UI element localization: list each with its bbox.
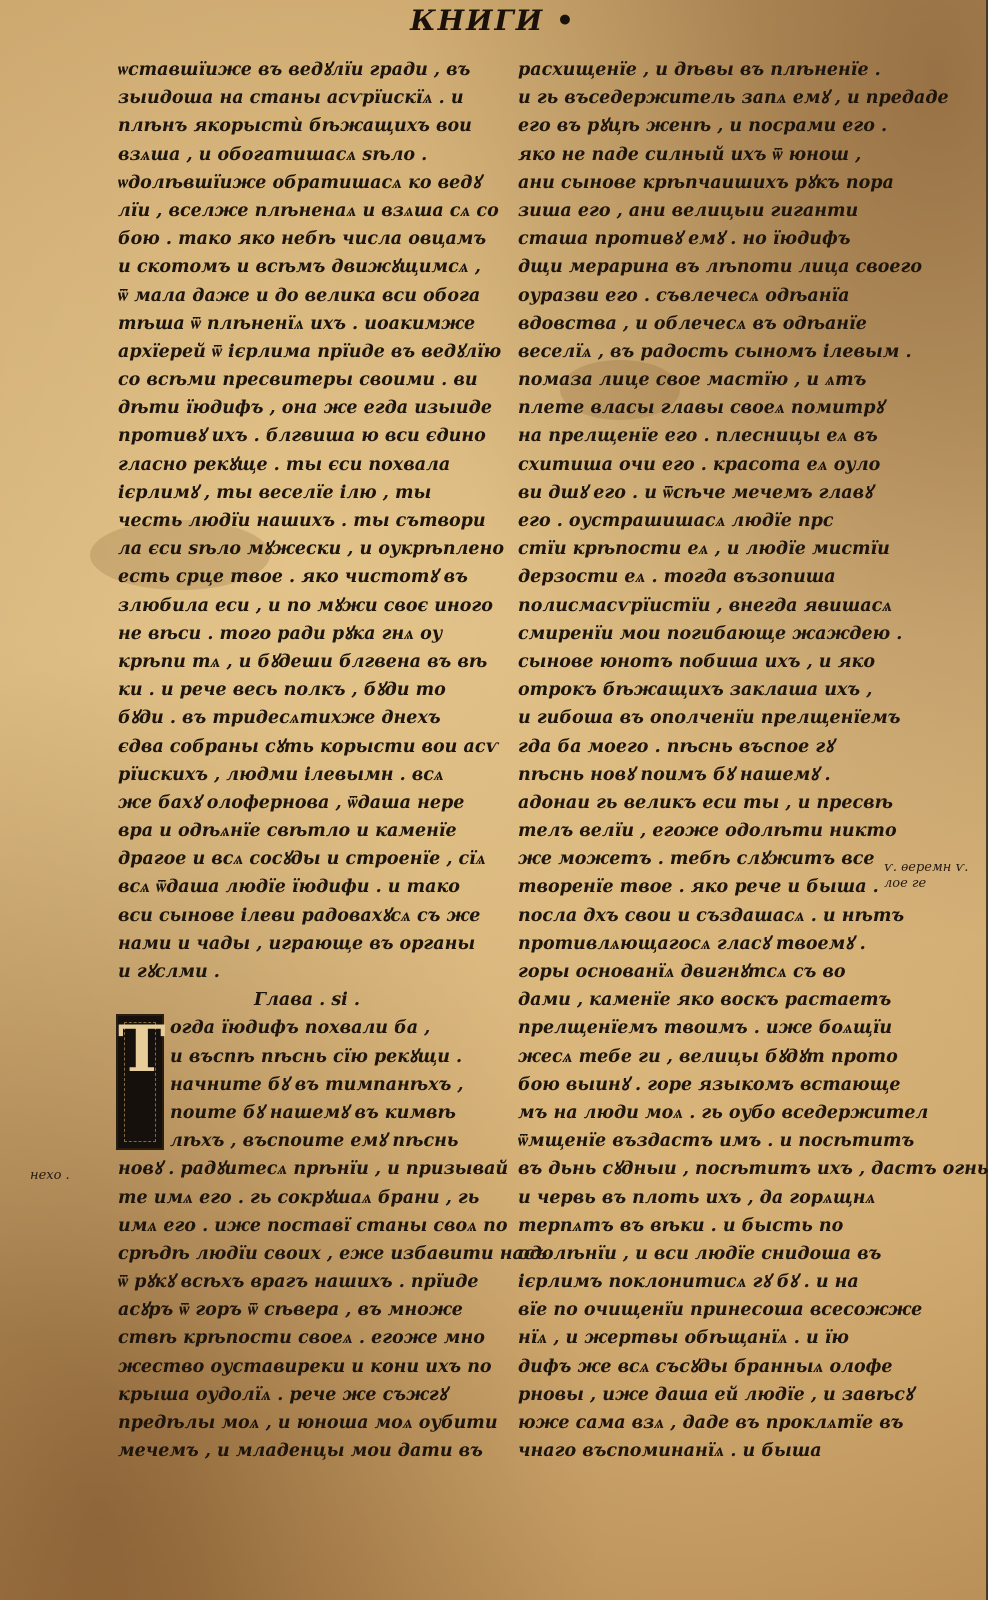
text-line: ѿ рꙋкꙋ всѣхъ врагъ нашихъ . прїиде [118, 1272, 479, 1293]
text-line: ани сынове крѣпчаишихъ рꙋкъ пора [518, 172, 894, 193]
text-line: жество оуставиреки и кони ихъ по [118, 1356, 492, 1377]
text-line: гласно рекꙋще . ты єси похвала [118, 454, 451, 475]
text-line: его въ рꙋцѣ женѣ , и посрами его . [518, 116, 888, 137]
text-line: асꙋръ ѿ горъ ѿ сѣвера , въ множе [118, 1300, 463, 1321]
text-line: смиренїи мои погибающе жаждею . [518, 623, 903, 644]
text-line: новꙋ . радꙋитесѧ прѣнїи , и призывай [118, 1159, 509, 1180]
text-line: противлѧющагосѧ гласꙋ твоемꙋ . [518, 933, 866, 954]
text-line: на прелщенїе его . плесницы еѧ въ [518, 426, 878, 447]
text-line: бою выинꙋ . горе языкомъ встающе [518, 1074, 901, 1095]
text-line: вїе по очищенїи принесоша всесожже [518, 1300, 923, 1321]
text-line: нїѧ , и жертвы обѣщанїѧ . и їю [518, 1328, 849, 1349]
text-line: срѣдѣ людїи своих , еже избавити насъ [118, 1243, 548, 1264]
text-line: противꙋ ихъ . блгвиша ю вси єдино [118, 426, 486, 447]
decorated-initial-letter: Т [118, 1012, 166, 1088]
text-line: ѡставшїиже въ ведꙋлїи гради , въ [118, 60, 471, 80]
text-line: честь людїи нашихъ . ты сътвори [118, 511, 486, 531]
chapter-text [118, 1014, 548, 1465]
chapter-heading: Глава . ѕі . [253, 990, 361, 1011]
text-line: драгое и всѧ сосꙋды и строенїе , сїѧ [118, 849, 486, 870]
text-line: яко не паде силный ихъ ѿ юнош , [518, 144, 862, 165]
text-line: ствѣ крѣпости своеѧ . егоже мно [118, 1328, 485, 1349]
text-line: адонаи гь великъ еси ты , и пресвѣ [518, 792, 894, 813]
text-line: отрокъ бѣжащихъ заклаша ихъ , [518, 680, 873, 701]
text-line: ієрлимꙋ , ты веселїе ілю , ты [118, 482, 432, 503]
text-line: оуразви его . съвлечесѧ одѣанїа [518, 285, 850, 306]
text-line: дѣти їюдифъ , она же егда изыиде [118, 398, 492, 419]
text-line: ѿмщенїе въздастъ имъ . и посѣтитъ [518, 1131, 915, 1152]
text-line: рїискихъ , людми ілевымн . всѧ [118, 764, 444, 785]
text-line: жесѧ тебе ги , велицы бꙋдꙋт прото [518, 1046, 898, 1067]
text-line: есть срце твое . яко чистотꙋ въ [118, 567, 468, 588]
text-line: дщи мерарина въ лѣпоти лица своего [518, 257, 923, 278]
text-line: ѿ мала даже и до велика вси обога [118, 285, 481, 306]
text-line: горы основанїѧ двигнꙋтсѧ съ во [518, 962, 846, 982]
text-line: помаза лице свое мастїю , и ѧтъ [518, 370, 867, 391]
text-line: нами и чады , играюще въ органы [118, 933, 476, 954]
chapter-start [118, 1012, 548, 1465]
text-line: мъ на люди моѧ . гь оубо вседержител [518, 1102, 929, 1123]
text-line: схитиша очи его . красота еѧ оуло [518, 454, 881, 475]
text-line: ѡдолѣвшїиже обратишасѧ ко ведꙋ [118, 172, 481, 193]
left-column-text [118, 56, 504, 986]
text-line: лїи , вселже плѣненаѧ и взѧша сѧ со [118, 200, 499, 221]
text-line: и гꙋслми . [118, 962, 220, 982]
text-line: вси сынове ілеви радовахꙋсѧ съ же [118, 905, 481, 926]
text-line: и въспѣ пѣснь сїю рекꙋщи . [170, 1046, 463, 1067]
text-line: творенїе твое . яко рече и быша . [518, 877, 879, 898]
text-line: дерзости еѧ . тогда възопиша [518, 567, 836, 588]
text-line: ієрлимъ поклонитисѧ гꙋ бꙋ . и на [518, 1272, 859, 1293]
text-line: вра и одѣѧнїе свѣтло и каменїе [118, 821, 457, 842]
running-header: КНИГИ • [410, 4, 576, 37]
text-line: ла єси ѕѣло мꙋжески , и оукрѣплено [118, 539, 504, 560]
text-line: пѣснь новꙋ поимъ бꙋ нашемꙋ . [518, 764, 831, 785]
text-line: тѣша ѿ плѣненїѧ ихъ . иоакимже [118, 313, 476, 334]
text-line: плѣнъ якорыстѝ бѣжащихъ вои [118, 116, 472, 137]
text-line: не вѣси . того ради рꙋка гнѧ оу [118, 623, 443, 644]
text-line: лѣхъ , въспоите емꙋ пѣснь [170, 1131, 459, 1152]
text-line: сташа противꙋ емꙋ . но їюдифъ [518, 229, 851, 250]
text-line: веселїѧ , въ радость сыномъ ілевым . [518, 341, 912, 362]
text-line: въ дьнь сꙋдныи , посѣтитъ ихъ , дастъ огнь [518, 1159, 988, 1180]
margin-note-left: нехо . [30, 1168, 70, 1183]
text-line: юже сама взѧ , даде въ проклѧтїе въ [518, 1413, 904, 1433]
text-line: поите бꙋ нашемꙋ въ кимвѣ [170, 1102, 456, 1123]
text-line: бꙋди . въ тридесѧтихже днехъ [118, 708, 441, 729]
text-line: мечемъ , и младенцы мои дати въ [118, 1441, 483, 1462]
text-line: сынове юнотъ побиша ихъ , и яко [518, 651, 876, 672]
text-line: ви дшꙋ его . и ѿсѣче мечемъ главꙋ [518, 482, 873, 503]
text-line: его . оустрашишасѧ людїе прс [518, 511, 834, 531]
text-line: прелщенїемъ твоимъ . иже боѧщїи [518, 1018, 893, 1039]
text-line: телъ велїи , егоже одолѣти никто [518, 821, 897, 842]
text-line: посла дхъ свои и създашасѧ . и нѣтъ [518, 905, 905, 926]
text-line: и гибоша въ ополченїи прелщенїемъ [518, 708, 901, 729]
text-line: злюбила еси , и по мꙋжи своє иного [118, 595, 493, 616]
text-line: архїерей ѿ ієрлима прїиде въ ведꙋлїю [118, 341, 502, 362]
text-line: вдовства , и облечесѧ въ одѣанїе [518, 313, 867, 334]
text-line: же бахꙋ олоферновa , ѿдаша нере [118, 792, 465, 813]
text-line: начните бꙋ въ тимпанѣхъ , [170, 1074, 464, 1095]
text-line: полисмасѵрїистїи , внегда явишасѧ [518, 595, 893, 616]
text-line: рновы , иже даша ей людїе , и завѣсꙋ [518, 1384, 914, 1405]
decorated-initial [116, 1014, 164, 1150]
text-line: чнаго въспоминанїѧ . и быша [518, 1441, 822, 1462]
text-line: расхищенїе , и дѣвы въ плѣненїе . [518, 60, 881, 80]
text-line: єдва собраны сꙋть корысти вои асѵ [118, 736, 499, 757]
text-line: и червь въ плоть ихъ , да горѧщнѧ [518, 1187, 876, 1208]
text-line: те имѧ его . гь сокрꙋшаѧ брани , гь [118, 1187, 480, 1208]
text-line: плете власы главы своеѧ помитрꙋ [518, 398, 884, 419]
text-line: и скотомъ и всѣмъ движꙋщимсѧ , [118, 257, 481, 278]
text-line: огда їюдифъ похвали ба , [170, 1018, 431, 1039]
text-line: же можетъ . тебѣ слꙋжитъ все [518, 849, 875, 870]
text-line: зиша его , ани велицыи гиганти [518, 200, 859, 221]
text-line: крѣпи тѧ , и бꙋдеши блгвена въ вѣ [118, 651, 488, 672]
text-line: одолѣнїи , и вси людїе снидоша въ [518, 1243, 882, 1264]
text-line: взѧша , и обогатишасѧ ѕѣло . [118, 144, 428, 165]
text-line: и гь въседержитель запѧ емꙋ , и предаде [518, 88, 949, 109]
text-line: ки . и рече весь полкъ , бꙋди то [118, 680, 446, 701]
text-line: терпѧтъ въ вѣки . и бысть по [518, 1215, 844, 1236]
left-column [118, 56, 548, 1465]
text-line: имѧ его . иже поставї станы своѧ по [118, 1215, 508, 1236]
text-line: дифъ же всѧ съсꙋды бранныѧ олофе [518, 1356, 893, 1377]
text-line: зыидоша на станы асѵрїискїѧ . и [118, 88, 464, 109]
text-line: гда ба моего . пѣснь въспое гꙋ [518, 736, 834, 757]
text-line: со всѣми пресвитеры своими . ви [118, 370, 478, 391]
text-line: дами , каменїе яко воскъ растаетъ [518, 990, 892, 1011]
text-line: бою . тако яко небѣ числа овцамъ [118, 229, 487, 250]
text-line: стїи крѣпости еѧ , и людїе мистїи [518, 539, 890, 560]
text-line: крыша оудолїѧ . рече же съжгꙋ [118, 1384, 447, 1405]
text-line: предѣлы моѧ , и юноша моѧ оубити [118, 1413, 498, 1433]
margin-note-right: ѵ. ѳеремн ѵ. лое ге [884, 860, 969, 891]
text-line: всѧ ѿдаша людїе їюдифи . и тако [118, 877, 460, 898]
